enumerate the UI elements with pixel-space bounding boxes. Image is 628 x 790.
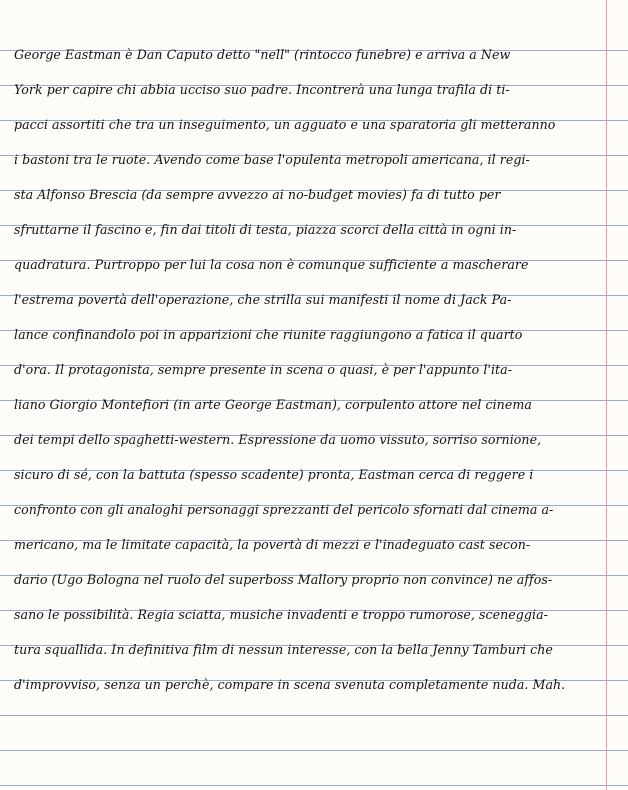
text-line: d'ora. Il protagonista, sempre presente in scena o quasi, è per l'appunto l'ita-: [14, 362, 512, 377]
text-line: pacci assortiti che tra un inseguimento, un agguato e una sparatoria gli metteranno: [14, 117, 556, 132]
margin-line: [606, 0, 607, 790]
text-line: mericano, ma le limitate capacità, la povertà di mezzi e l'inadeguato cast secon-: [14, 537, 531, 552]
text-line: confronto con gli analoghi personaggi sprezzanti del pericolo sfornati dal cinema a-: [14, 502, 554, 517]
text-line: d'improvviso, senza un perchè, compare in scena svenuta completamente nuda. Mah.: [14, 677, 566, 692]
text-line: lance confinandolo poi in apparizioni che riunite raggiungono a fatica il quarto: [14, 327, 523, 342]
text-line: liano Giorgio Montefiori (in arte George Eastman), corpulento attore nel cinema: [14, 397, 532, 412]
text-line: dei tempi dello spaghetti-western. Espressione da uomo vissuto, sorriso sornione,: [14, 432, 542, 447]
handwritten-text-block: [14, 37, 604, 702]
text-line: sta Alfonso Brescia (da sempre avvezzo ai no-budget movies) fa di tutto per: [14, 187, 501, 202]
text-line: l'estrema povertà dell'operazione, che strilla sui manifesti il nome di Jack Pa-: [14, 292, 512, 307]
text-line: i bastoni tra le ruote. Avendo come base l'opulenta metropoli americana, il regi-: [14, 152, 530, 167]
text-line: sicuro di sé, con la battuta (spesso scadente) pronta, Eastman cerca di reggere i: [14, 467, 534, 482]
text-line: George Eastman è Dan Caputo detto "nell" (rintocco funebre) e arriva a New: [14, 47, 511, 62]
text-line: sano le possibilità. Regia sciatta, musiche invadenti e troppo rumorose, sceneggia-: [14, 607, 548, 622]
text-line: sfruttarne il fascino e, fin dai titoli di testa, piazza scorci della città in ogni in-: [14, 222, 517, 237]
text-line: tura squallida. In definitiva film di nessun interesse, con la bella Jenny Tamburi che: [14, 642, 553, 657]
text-line: dario (Ugo Bologna nel ruolo del superboss Mallory proprio non convince) ne affos-: [14, 572, 553, 587]
text-line: quadratura. Purtroppo per lui la cosa non è comunque sufficiente a mascherare: [14, 257, 529, 272]
text-line: York per capire chi abbia ucciso suo padre. Incontrerà una lunga trafila di ti-: [14, 82, 510, 97]
